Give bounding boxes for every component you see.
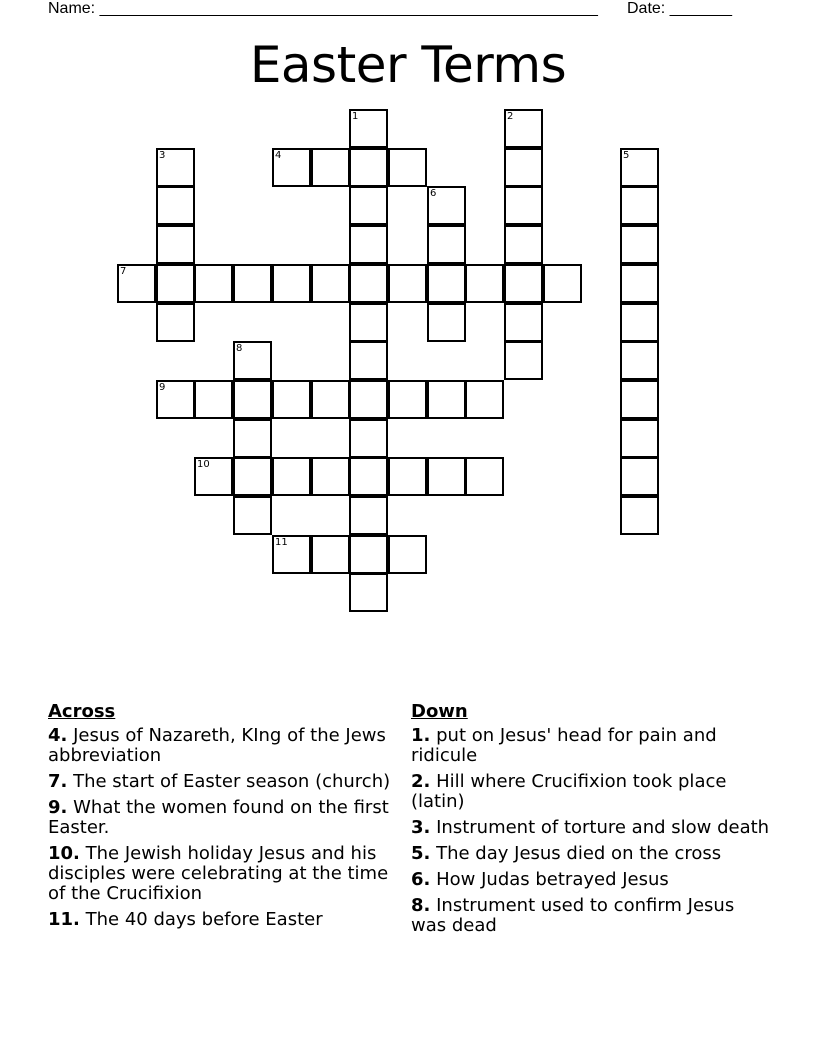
crossword-cell[interactable] [272, 457, 311, 496]
crossword-cell[interactable] [349, 148, 388, 187]
name-field-label: Name: ________________________________________________________ [48, 0, 598, 17]
clue-number-label: 4 [275, 150, 282, 161]
crossword-cell[interactable] [311, 380, 350, 419]
crossword-cell[interactable] [349, 341, 388, 380]
crossword-cell[interactable] [349, 573, 388, 612]
across-clue [48, 910, 408, 930]
clue-number: 11. [48, 909, 80, 930]
down-clue [411, 818, 771, 838]
crossword-cell[interactable] [349, 457, 388, 496]
crossword-cell[interactable] [349, 186, 388, 225]
crossword-cell[interactable] [233, 496, 272, 535]
crossword-cell[interactable] [272, 380, 311, 419]
crossword-cell[interactable] [349, 109, 388, 148]
crossword-cell[interactable] [620, 148, 659, 187]
across-clue [48, 726, 408, 766]
clue-number-label: 3 [159, 150, 166, 161]
crossword-cell[interactable] [349, 225, 388, 264]
clue-number: 7. [48, 771, 68, 792]
crossword-cell[interactable] [504, 109, 543, 148]
clue-number: 9. [48, 797, 68, 818]
crossword-cell[interactable] [233, 419, 272, 458]
clue-number-label: 2 [507, 111, 514, 122]
crossword-cell[interactable] [504, 148, 543, 187]
across-clue [48, 798, 408, 838]
clue-number-label: 1 [352, 111, 359, 122]
crossword-cell[interactable] [194, 457, 233, 496]
crossword-cell[interactable] [156, 380, 195, 419]
crossword-cell[interactable] [233, 380, 272, 419]
across-heading: Across [48, 701, 116, 722]
crossword-cell[interactable] [504, 303, 543, 342]
crossword-cell[interactable] [427, 380, 466, 419]
clue-number: 6. [411, 869, 431, 890]
crossword-cell[interactable] [465, 264, 504, 303]
down-clue [411, 870, 771, 890]
clue-text: The start of Easter season (church) [73, 771, 391, 792]
crossword-cell[interactable] [388, 535, 427, 574]
clue-number: 4. [48, 725, 68, 746]
clue-number-label: 11 [275, 537, 288, 548]
crossword-cell[interactable] [272, 535, 311, 574]
crossword-cell[interactable] [117, 264, 156, 303]
crossword-cell[interactable] [388, 380, 427, 419]
crossword-cell[interactable] [311, 535, 350, 574]
crossword-cell[interactable] [388, 457, 427, 496]
crossword-cell[interactable] [465, 380, 504, 419]
clue-text: put on Jesus' head for pain and ridicule [411, 725, 717, 766]
crossword-cell[interactable] [620, 419, 659, 458]
clue-number: 3. [411, 817, 431, 838]
clue-number: 10. [48, 843, 80, 864]
clue-number: 2. [411, 771, 431, 792]
clue-text: Instrument of torture and slow death [436, 817, 770, 838]
crossword-cell[interactable] [388, 148, 427, 187]
across-clues [48, 702, 408, 936]
crossword-cell[interactable] [388, 264, 427, 303]
crossword-cell[interactable] [620, 303, 659, 342]
clue-text: What the women found on the first Easter. [48, 797, 389, 838]
crossword-cell[interactable] [620, 186, 659, 225]
across-clue [48, 772, 408, 792]
crossword-cell[interactable] [272, 264, 311, 303]
clue-number-label: 5 [623, 150, 630, 161]
crossword-cell[interactable] [156, 264, 195, 303]
crossword-cell[interactable] [233, 264, 272, 303]
page-title: Easter Terms [249, 36, 567, 94]
crossword-cell[interactable] [349, 496, 388, 535]
clue-number-label: 6 [430, 188, 437, 199]
across-clue [48, 844, 408, 904]
down-clue [411, 844, 771, 864]
crossword-cell[interactable] [504, 225, 543, 264]
clue-number-label: 7 [120, 266, 127, 277]
crossword-cell[interactable] [349, 380, 388, 419]
clue-number: 5. [411, 843, 431, 864]
crossword-cell[interactable] [233, 457, 272, 496]
crossword-cell[interactable] [156, 225, 195, 264]
clue-text: How Judas betrayed Jesus [436, 869, 669, 890]
crossword-cell[interactable] [427, 186, 466, 225]
crossword-cell[interactable] [504, 264, 543, 303]
clue-number-label: 8 [236, 343, 243, 354]
crossword-cell[interactable] [311, 457, 350, 496]
down-heading: Down [411, 701, 468, 722]
crossword-cell[interactable] [427, 457, 466, 496]
crossword-cell[interactable] [156, 148, 195, 187]
down-clue [411, 772, 771, 812]
clue-text: The 40 days before Easter [85, 909, 323, 930]
crossword-cell[interactable] [427, 303, 466, 342]
clue-text: Jesus of Nazareth, KIng of the Jews abbreviation [48, 725, 386, 766]
crossword-cell[interactable] [620, 380, 659, 419]
crossword-cell[interactable] [620, 225, 659, 264]
clue-text: The Jewish holiday Jesus and his disciples were celebrating at the time of the Crucifixion [48, 843, 389, 904]
crossword-cell[interactable] [156, 186, 195, 225]
clue-text: Instrument used to confirm Jesus was dead [411, 895, 735, 936]
clue-number-label: 10 [197, 459, 210, 470]
clue-text: Hill where Crucifixion took place (latin) [411, 771, 727, 812]
crossword-cell[interactable] [233, 341, 272, 380]
crossword-cell[interactable] [504, 341, 543, 380]
crossword-cell[interactable] [272, 148, 311, 187]
crossword-cell[interactable] [620, 496, 659, 535]
clue-number: 1. [411, 725, 431, 746]
crossword-cell[interactable] [427, 264, 466, 303]
crossword-cell[interactable] [349, 535, 388, 574]
clue-number-label: 9 [159, 382, 166, 393]
crossword-cell[interactable] [349, 264, 388, 303]
crossword-cell[interactable] [311, 148, 350, 187]
crossword-cell[interactable] [349, 303, 388, 342]
clue-text: The day Jesus died on the cross [436, 843, 722, 864]
crossword-cell[interactable] [620, 457, 659, 496]
crossword-cell[interactable] [504, 186, 543, 225]
crossword-cell[interactable] [620, 341, 659, 380]
crossword-cell[interactable] [543, 264, 582, 303]
crossword-cell[interactable] [156, 303, 195, 342]
crossword-cell[interactable] [465, 457, 504, 496]
crossword-cell[interactable] [194, 380, 233, 419]
down-clue [411, 726, 771, 766]
crossword-cell[interactable] [311, 264, 350, 303]
down-clue [411, 896, 771, 936]
crossword-cell[interactable] [194, 264, 233, 303]
clue-number: 8. [411, 895, 431, 916]
crossword-cell[interactable] [620, 264, 659, 303]
date-field-label: Date: _______ [627, 0, 732, 17]
crossword-cell[interactable] [427, 225, 466, 264]
crossword-cell[interactable] [349, 419, 388, 458]
down-clues [411, 702, 771, 942]
